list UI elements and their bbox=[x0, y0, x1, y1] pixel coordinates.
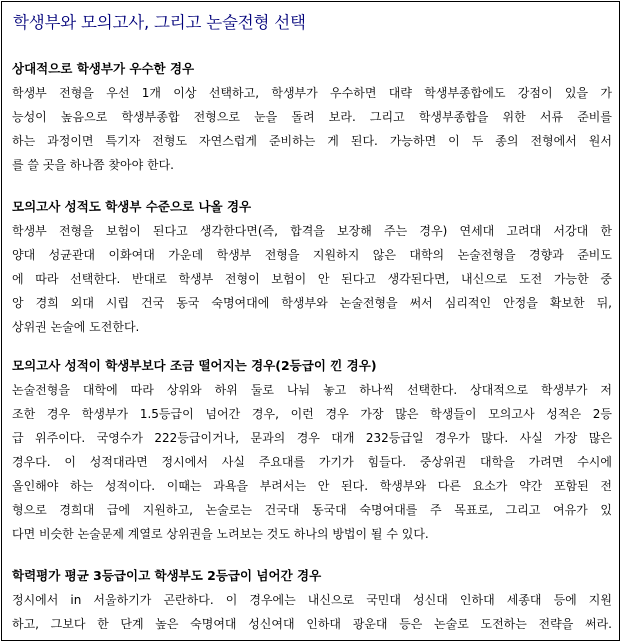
section-1 bbox=[12, 57, 612, 177]
paragraph-line: 정시에서 in 서울하기가 곤란하다. 이 경우에는 내신으로 국민대 성신대 인하대 세종대 등에 지원 bbox=[12, 593, 612, 607]
section-heading: 학력평가 평균 3등급이고 학생부도 2등급이 넘어간 경우 bbox=[12, 568, 322, 583]
paragraph-line: 논술전형을 대학에 따라 상위와 하위 둘로 나눠 놓고 하나씩 선택한다. 상대적으로 학생부가 저 bbox=[12, 383, 612, 397]
paragraph-line: 앙 경희 외대 시립 건국 동국 숙명여대에 학생부와 논술전형을 써서 심리적인 안정을 확보한 뒤, bbox=[12, 296, 612, 310]
document-frame bbox=[1, 1, 620, 641]
paragraph-line: 하고, 그보다 한 단계 높은 숙명여대 성신여대 인하대 광운대 등은 논술로 도전하는 전략을 써라. bbox=[12, 617, 612, 631]
paragraph-line: 하는 과정이면 특기자 전형도 자연스럽게 준비하는 게 된다. 가능하면 이 두 종의 전형에서 원서 bbox=[12, 134, 612, 148]
paragraph-line: 올인해야 하는 성적이다. 이때는 과욕을 부려서는 안 된다. 학생부와 다른 요소가 약간 포함된 전 bbox=[12, 479, 612, 493]
paragraph-line: 조한 경우 학생부가 1.5등급이 넘어간 경우, 이런 경우 가장 많은 학생들이 모의고사 성적은 2등 bbox=[12, 407, 612, 421]
section-paragraph bbox=[12, 378, 612, 546]
page-title: 학생부와 모의고사, 그리고 논술전형 선택 bbox=[13, 13, 306, 32]
section-paragraph bbox=[12, 81, 612, 177]
paragraph-line: 다면 비슷한 논술문제 계열로 상위권을 노려보는 것도 하나의 방법이 될 수 있다. bbox=[12, 527, 429, 541]
paragraph-line: 에 따라 선택한다. 반대로 학생부 전형이 보험이 안 된다고 생각된다면, 내신으로 도전 가능한 중 bbox=[12, 272, 612, 286]
paragraph-line: 학생부 전형을 우선 1개 이상 선택하고, 학생부가 우수하면 대략 학생부종합에도 강점이 있을 가 bbox=[12, 86, 612, 100]
section-paragraph bbox=[12, 219, 612, 339]
paragraph-line: 상위권 논술에 도전한다. bbox=[12, 320, 140, 334]
paragraph-line: 양대 성균관대 이화여대 가운데 학생부 전형을 지원하지 않은 대학의 논술전형을 경향과 준비도 bbox=[12, 248, 612, 262]
paragraph-line: 형으로 경희대 급에 지원하고, 논술로는 건국대 동국대 숙명여대를 주 목표로, 그리고 여유가 있 bbox=[12, 503, 612, 517]
section-heading: 상대적으로 학생부가 우수한 경우 bbox=[12, 61, 195, 76]
paragraph-line: 를 쓸 곳을 하나쯤 찾아야 한다. bbox=[12, 158, 174, 172]
section-heading: 모의고사 성적도 학생부 수준으로 나올 경우 bbox=[12, 199, 252, 214]
section-heading: 모의고사 성적이 학생부보다 조금 떨어지는 경우(2등급이 낀 경우) bbox=[12, 358, 377, 373]
paragraph-line: 능성이 높음으로 학생부종합 전형으로 눈을 돌려 보라. 그리고 학생부종합을 위한 서류 준비를 bbox=[12, 110, 612, 124]
paragraph-line: 급 위주이다. 국영수가 222등급이거나, 문과의 경우 대개 232등급일 경우가 많다. 사실 가장 많은 bbox=[12, 431, 612, 445]
paragraph-line: 학생부 전형을 보험이 된다고 생각한다면(즉, 합격을 보장해 주는 경우) 연세대 고려대 서강대 한 bbox=[12, 224, 612, 238]
section-2 bbox=[12, 195, 612, 339]
section-3 bbox=[12, 354, 612, 546]
section-paragraph bbox=[12, 588, 612, 636]
section-4 bbox=[12, 564, 612, 636]
paragraph-line: 경우다. 이 성적대라면 정시에서 사실 주요대를 가기가 힘들다. 중상위권 대학을 가려면 수시에 bbox=[12, 455, 612, 469]
